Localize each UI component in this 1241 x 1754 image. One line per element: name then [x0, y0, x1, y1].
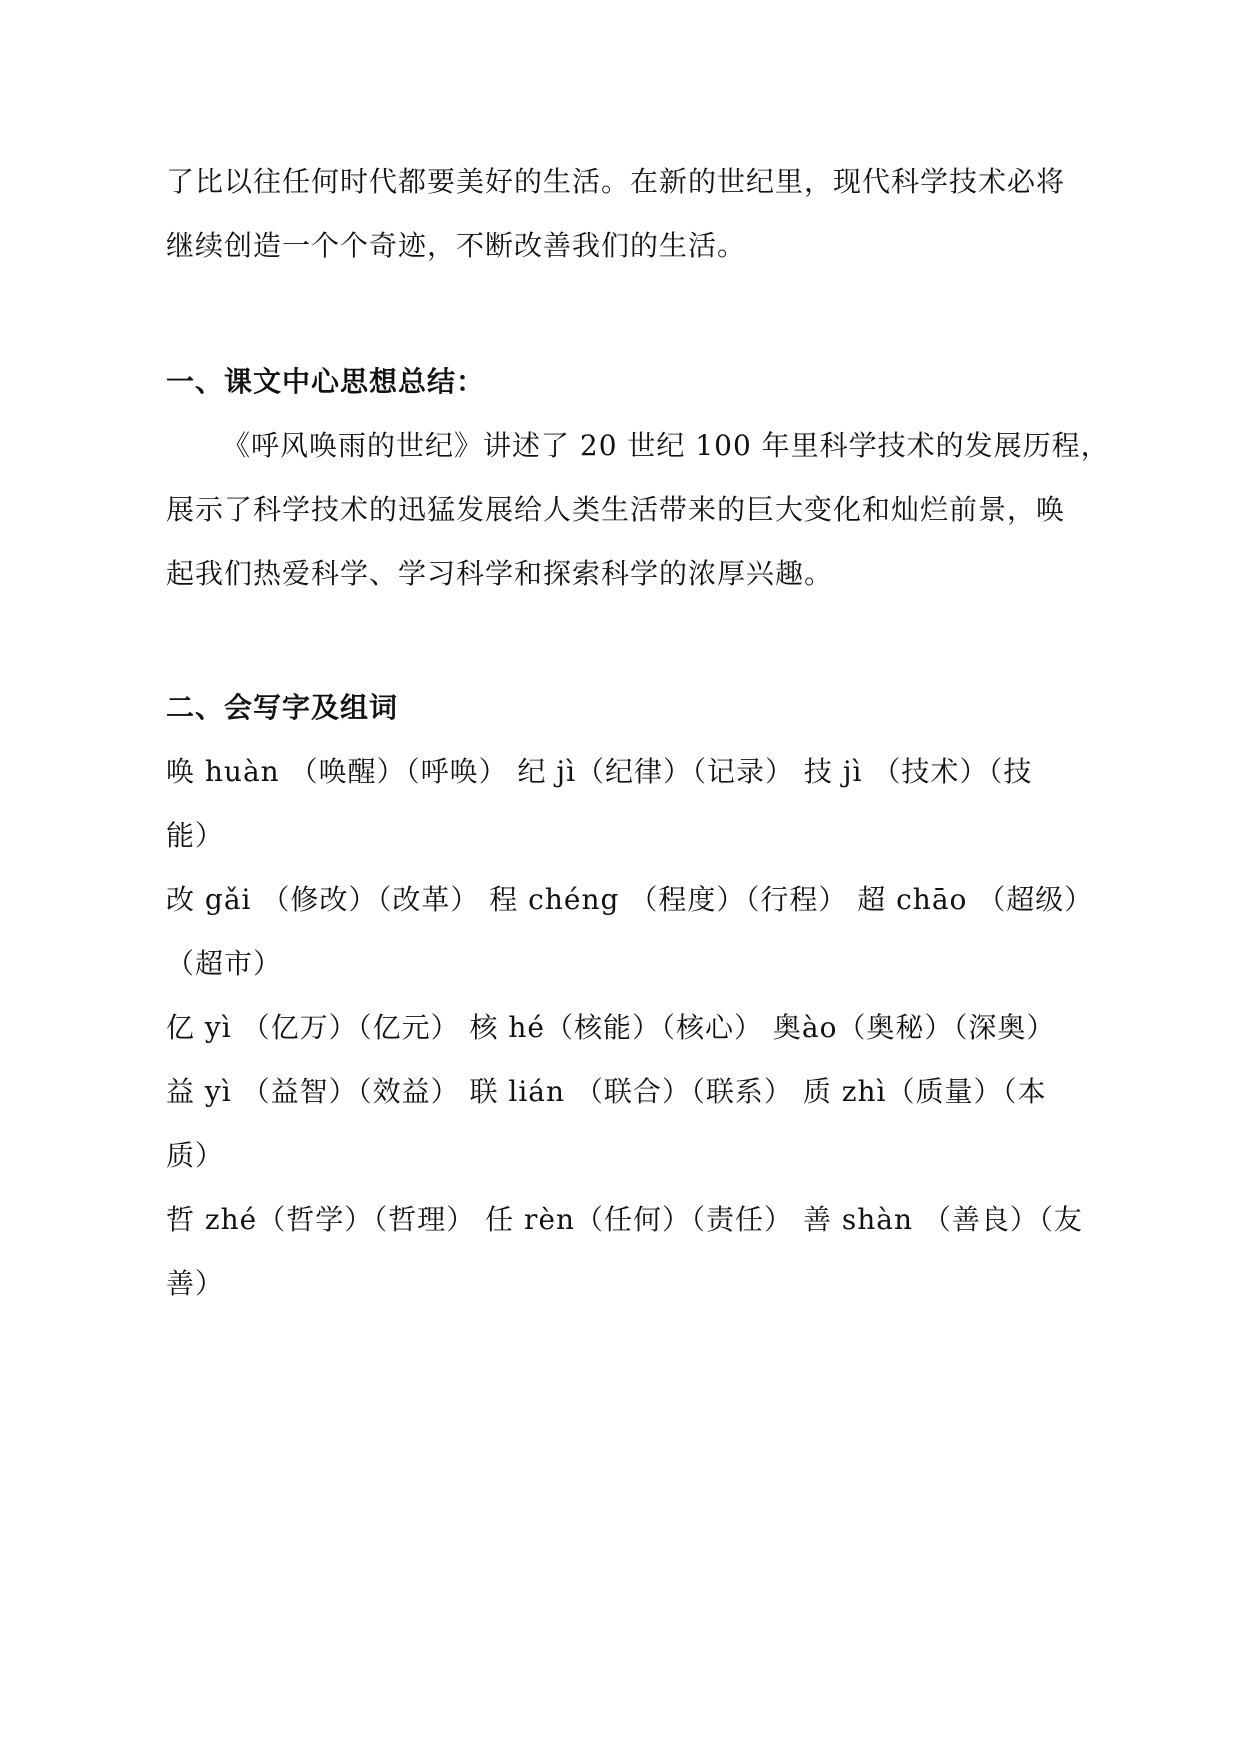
intro-line: 了比以往任何时代都要美好的生活。在新的世纪里，现代科学技术必将: [166, 165, 1066, 198]
word-line: 哲 zhé（哲学）（哲理） 任 rèn（任何）（责任） 善 shàn （善良）（友: [166, 1203, 1083, 1236]
word-line: 亿 yì （亿万）（亿元） 核 hé（核能）（核心） 奥ào（奥秘）（深奥）: [166, 1011, 1056, 1044]
summary-line: 《呼风唤雨的世纪》讲述了 20 世纪 100 年里科学技术的发展历程，: [222, 429, 1110, 462]
word-line: （超市）: [166, 947, 283, 980]
section2-heading: 二、会写字及组词: [166, 691, 399, 724]
word-line: 能）: [166, 819, 225, 852]
word-line: 改 gǎi （修改）（改革） 程 chéng （程度）（行程） 超 chāo （超级）: [166, 883, 1094, 916]
word-line: 善）: [166, 1267, 225, 1300]
intro-line: 继续创造一个个奇迹，不断改善我们的生活。: [166, 229, 747, 262]
summary-paragraph: [166, 414, 1110, 606]
summary-line: 起我们热爱科学、学习科学和探索科学的浓厚兴趣。: [166, 557, 834, 590]
intro-paragraph: [166, 150, 1082, 278]
summary-line: 展示了科学技术的迅猛发展给人类生活带来的巨大变化和灿烂前景，唤: [166, 493, 1066, 526]
word-line: 唤 huàn （唤醒）（呼唤） 纪 jì（纪律）（记录） 技 jì （技术）（技: [166, 755, 1033, 788]
word-list: [166, 740, 1094, 1316]
word-line: 益 yì （益智）（效益） 联 lián （联合）（联系） 质 zhì（质量）（本: [166, 1075, 1047, 1108]
word-line: 质）: [166, 1139, 225, 1172]
section1-heading: 一、课文中心思想总结：: [166, 365, 486, 398]
